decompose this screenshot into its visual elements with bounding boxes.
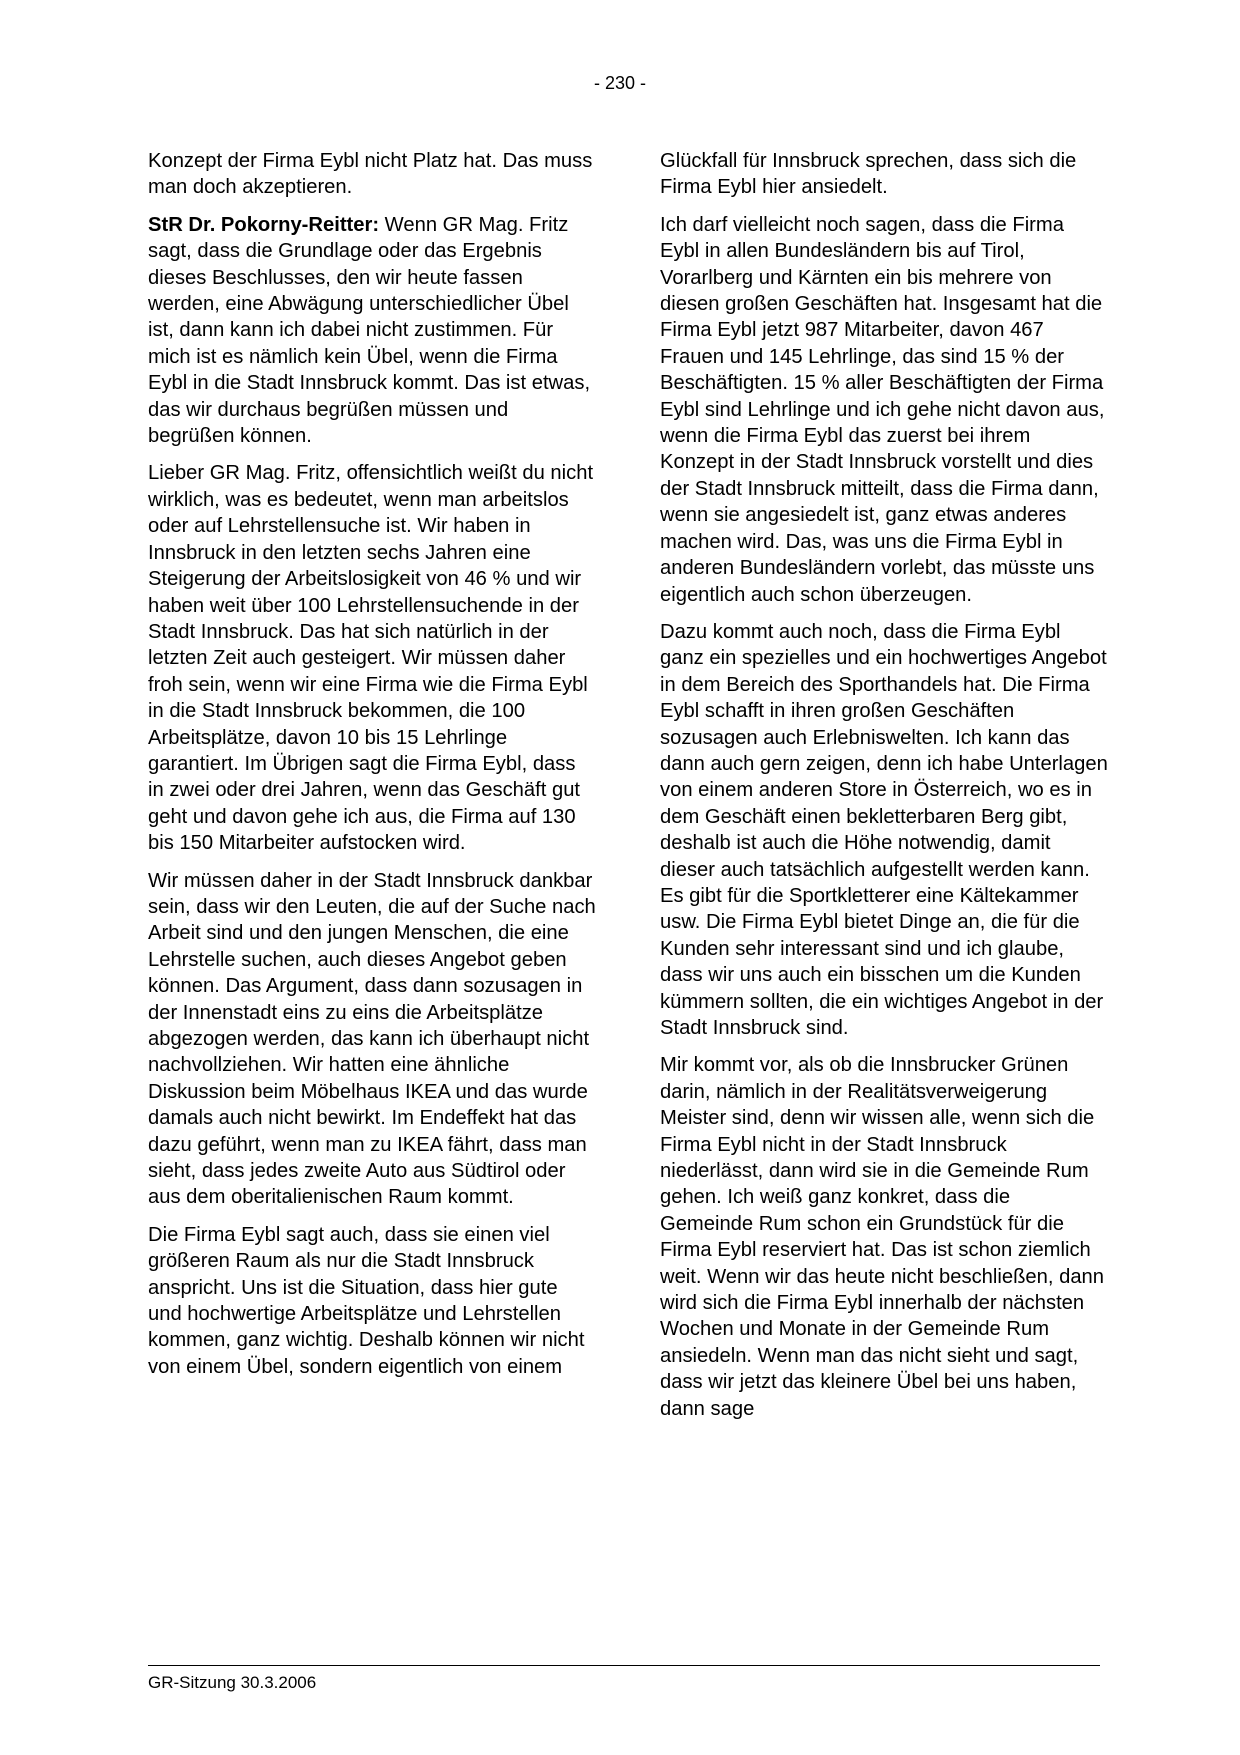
left-column — [148, 148, 596, 1391]
paragraph: Lieber GR Mag. Fritz, offensichtlich weißt du nicht wirklich, was es bedeutet, wenn man arbeitslos oder auf Lehrstellensuche ist. Wir haben in Innsbruck in den letzten sechs Jahren eine Steigerung der Arbeitslosigkeit von 46 % und wir haben weit über 100 Lehrstellensuchende in der Stadt Innsbruck. Das hat sich natürlich in der letzten Zeit auch gesteigert. Wir müssen daher froh sein, wenn wir eine Firma wie die Firma Eybl in die Stadt Innsbruck bekommen, die 100 Arbeitsplätze, davon 10 bis 15 Lehrlinge garantiert. Im Übrigen sagt die Firma Eybl, dass in zwei oder drei Jahren, wenn das Geschäft gut geht und davon gehe ich aus, die Firma auf 130 bis 150 Mitarbeiter aufstocken wird. — [148, 462, 594, 855]
right-column — [660, 148, 1108, 1433]
footer-divider — [148, 1665, 1100, 1666]
paragraph: Konzept der Firma Eybl nicht Platz hat. Das muss man doch akzeptieren. — [148, 150, 593, 199]
speaker-name: StR Dr. Pokorny-Reitter: — [148, 213, 380, 236]
speech-text: Wenn GR Mag. Fritz sagt, dass die Grundlage oder das Ergebnis dieses Beschlusses, den wir heute fassen werden, eine Abwägung unterschiedlicher Übel ist, dann kann ich dabei nicht zustimmen. Für mich ist es nämlich kein Übel, wenn die Firma Eybl in die Stadt Innsbruck kommt. Das ist etwas, das wir durchaus begrüßen müssen und begrüßen können. — [148, 213, 591, 448]
paragraph: Glückfall für Innsbruck sprechen, dass sich die Firma Eybl hier ansiedelt. — [660, 150, 1077, 199]
paragraph: Ich darf vielleicht noch sagen, dass die Firma Eybl in allen Bundesländern bis auf Tirol, Vorarlberg und Kärnten ein bis mehrere von diesen großen Geschäften hat. Insgesamt hat die Firma Eybl jetzt 987 Mitarbeiter, davon 467 Frauen und 145 Lehrlinge, das sind 15 % der Beschäftigten. 15 % aller Beschäftigten der Firma Eybl sind Lehrlinge und ich gehe nicht davon aus, wenn die Firma Eybl das zuerst bei ihrem Konzept in der Stadt Innsbruck vorstellt und dies der Stadt Innsbruck mitteilt, dass die Firma dann, wenn sie angesiedelt ist, ganz etwas anderes machen wird. Das, was uns die Firma Eybl in anderen Bundesländern vorlebt, das müsste uns eigentlich auch schon überzeugen. — [660, 213, 1105, 606]
footer-text: GR-Sitzung 30.3.2006 — [148, 1673, 317, 1692]
speaker-paragraph — [148, 212, 596, 450]
paragraph: Mir kommt vor, als ob die Innsbrucker Grünen darin, nämlich in der Realitätsverweigerung Meister sind, denn wir wissen alle, wenn sich die Firma Eybl nicht in der Stadt Innsbruck niederlässt, dann wird sie in die Gemeinde Rum gehen. Ich weiß ganz konkret, dass die Gemeinde Rum schon ein Grundstück für die Firma Eybl reserviert hat. Das ist schon ziemlich weit. Wenn wir das heute nicht beschließen, dann wird sich die Firma Eybl innerhalb der nächsten Wochen und Monate in der Gemeinde Rum ansiedeln. Wenn man das nicht sieht und sagt, dass wir jetzt das kleinere Übel bei uns haben, dann sage — [660, 1054, 1105, 1420]
paragraph: Die Firma Eybl sagt auch, dass sie einen viel größeren Raum als nur die Stadt Innsbruck anspricht. Uns ist die Situation, dass hier gute und hochwertige Arbeitsplätze und Lehrstellen kommen, ganz wichtig. Deshalb können wir nicht von einem Übel, sondern eigentlich von einem — [148, 1223, 585, 1378]
page-number: - 230 - — [593, 73, 647, 93]
paragraph: Dazu kommt auch noch, dass die Firma Eybl ganz ein spezielles und ein hochwertiges Angebot in dem Bereich des Sporthandels hat. Die Firma Eybl schafft in ihren großen Geschäften sozusagen auch Erlebniswelten. Ich kann das dann auch gern zeigen, denn ich habe Unterlagen von einem anderen Store in Österreich, wo es in dem Geschäft einen bekletterbaren Berg gibt, deshalb ist auch die Höhe notwendig, damit dieser auch tatsächlich aufgestellt werden kann. Es gibt für die Sportkletterer eine Kältekammer usw. Die Firma Eybl bietet Dinge an, die für die Kunden sehr interessant sind und ich glaube, dass wir uns auch ein bisschen um die Kunden kümmern sollten, die ein wichtiges Angebot in der Stadt Innsbruck sind. — [660, 620, 1108, 1039]
paragraph: Wir müssen daher in der Stadt Innsbruck dankbar sein, dass wir den Leuten, die auf der Suche nach Arbeit sind und den jungen Menschen, die eine Lehrstelle suchen, auch dieses Angebot geben können. Das Argument, dass dann sozusagen in der Innenstadt eins zu eins die Arbeitsplätze abgezogen werden, das kann ich überhaupt nicht nachvollziehen. Wir hatten eine ähnliche Diskussion beim Möbelhaus IKEA und das wurde damals auch nicht bewirkt. Im Endeffekt hat das dazu geführt, wenn man zu IKEA fährt, dass man sieht, dass jedes zweite Auto aus Südtirol oder aus dem oberitalienischen Raum kommt. — [148, 869, 596, 1209]
